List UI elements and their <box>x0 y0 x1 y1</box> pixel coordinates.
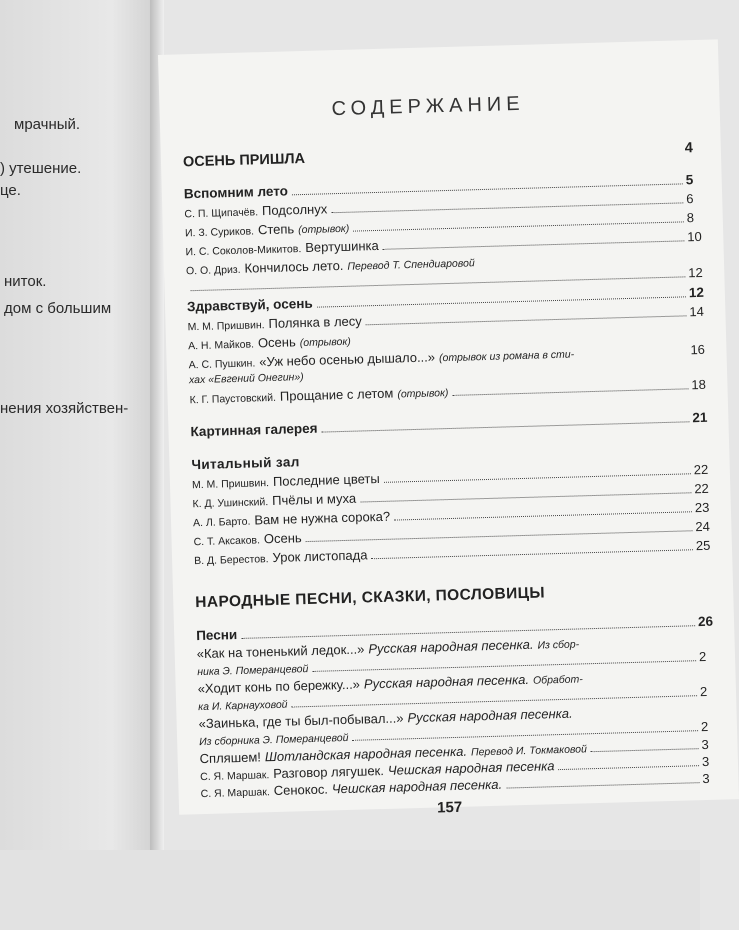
page-ref: 22 <box>694 480 709 497</box>
page-ref: 18 <box>691 376 707 393</box>
entry-title: Полянка в лесу <box>268 313 362 332</box>
entry-continuation: Из сборника Э. Померанцевой <box>199 731 349 749</box>
leader-dots <box>384 473 691 483</box>
entry-title: Картинная галерея <box>190 420 318 440</box>
section-title: ОСЕНЬ ПРИШЛА <box>182 150 306 171</box>
page-ref: 3 <box>701 736 709 753</box>
entry-note: Русская народная песенка. <box>363 671 530 692</box>
entry-author: С. П. Щипачёв. <box>184 206 259 221</box>
entry-title: Песни <box>196 627 238 644</box>
left-text-fragment: дом с большим <box>4 300 112 317</box>
left-text-fragment: ниток. <box>4 273 47 290</box>
leader-dots <box>559 765 700 770</box>
leader-dots <box>383 240 685 249</box>
page-ref: 10 <box>687 228 702 245</box>
page-ref: 2 <box>700 718 709 735</box>
entry-author: И. З. Суриков. <box>184 225 255 240</box>
entry-note: Чешская народная песенка <box>387 758 555 778</box>
entry-note: (отрывок) <box>299 335 351 350</box>
page-ref: 8 <box>686 210 695 226</box>
entry-title: Вам не нужна сорока? <box>254 508 391 528</box>
left-text-fragment: мрачный. <box>14 116 81 133</box>
entry-title: «Уж небо осенью дышало...» <box>259 349 436 370</box>
page-ref: 6 <box>686 191 694 207</box>
entry-title: «Как на тоненький ледок...» <box>196 641 365 662</box>
entry-note: Перевод Т. Спендиаровой <box>347 257 475 273</box>
entry-author: С. Я. Маршак. <box>200 786 270 801</box>
entry-author: В. Д. Берестов. <box>193 553 269 568</box>
entry-title: «Заинька, где ты был-побывал...» <box>198 710 404 732</box>
entry-title: Вспомним лето <box>183 183 289 202</box>
entry-title: Пчёлы и муха <box>271 490 357 508</box>
entry-title: Разговор лягушек. <box>273 762 385 782</box>
leader-dots <box>591 748 699 752</box>
contents-page <box>158 39 739 817</box>
entry-note: Чешская народная песенка. <box>331 776 503 797</box>
entry-note: (отрывок) <box>397 387 449 401</box>
entry-note: Из сбор- <box>537 638 580 652</box>
page-ref: 3 <box>701 753 710 770</box>
entry-title: Осень <box>263 530 302 547</box>
entry-title: Последние цветы <box>272 470 380 489</box>
entry-title: Сенокос. <box>273 781 329 799</box>
page-title: СОДЕРЖАНИЕ <box>331 92 525 121</box>
entry-title: Здравствуй, осень <box>186 295 313 315</box>
entry-author: М. М. Пришвин. <box>191 477 270 492</box>
entry-title: Прощание с летом <box>279 385 394 404</box>
leader-dots <box>394 511 692 520</box>
page-ref: 2 <box>698 648 707 665</box>
entry-note: Перевод И. Токмаковой <box>470 743 588 759</box>
entry-continuation: хах «Евгений Онегин») <box>188 371 304 387</box>
leader-dots <box>322 421 690 432</box>
entry-author: К. Г. Паустовский. <box>189 391 277 407</box>
entry-title: «Ходит конь по бережку...» <box>197 676 361 697</box>
section-heading: Читальный зал <box>191 454 300 473</box>
entry-title: Урок листопада <box>272 547 368 565</box>
entry-author: А. С. Пушкин. <box>188 357 256 372</box>
page-ref: 21 <box>692 409 708 426</box>
entry-continuation: ка И. Карнауховой <box>198 698 288 714</box>
section-heading: НАРОДНЫЕ ПЕСНИ, СКАЗКИ, ПОСЛОВИЦЫ <box>195 584 546 612</box>
entry-continuation: ника Э. Померанцевой <box>197 663 309 679</box>
left-text-fragment: нения хозяйствен- <box>0 400 129 417</box>
entry-note: (отрывок) <box>298 222 350 237</box>
toc-entry <box>190 410 710 440</box>
page-ref: 3 <box>702 770 710 787</box>
entry-note: Шотландская народная песенка. <box>264 743 468 765</box>
entry-author: И. С. Соколов-Микитов. <box>185 243 302 259</box>
page-ref: 23 <box>694 499 710 516</box>
page-ref: 14 <box>689 303 705 320</box>
entry-title: Вертушинка <box>305 237 379 255</box>
leader-dots <box>372 549 694 559</box>
page-ref: 12 <box>688 284 705 301</box>
entry-author: М. М. Пришвин. <box>187 319 265 334</box>
entry-author: А. Л. Барто. <box>192 515 251 530</box>
entry-author: А. Н. Майков. <box>187 338 255 353</box>
page-number: 157 <box>436 798 463 817</box>
page-ref: 24 <box>695 518 711 535</box>
page-ref: 16 <box>690 341 706 358</box>
entry-title: Осень <box>257 334 296 351</box>
entry-author: С. Т. Аксаков. <box>193 534 261 549</box>
left-page <box>0 0 161 880</box>
page-ref: 12 <box>688 264 703 281</box>
entry-title: Подсолнух <box>261 201 328 219</box>
entry-author: С. Я. Маршак. <box>200 769 270 784</box>
page-ref: 25 <box>695 537 711 554</box>
table-surface <box>0 850 700 930</box>
entry-note: Обработ- <box>532 673 583 687</box>
page-ref: 5 <box>685 172 694 188</box>
entry-note: Русская народная песенка. <box>368 636 534 657</box>
left-text-fragment: це. <box>0 182 21 199</box>
page-ref: 22 <box>693 461 709 478</box>
entry-note: Русская народная песенка. <box>407 705 573 726</box>
entry-note: (отрывок из романа в сти- <box>438 348 575 365</box>
entry-author: О. О. Дриз. <box>185 263 241 278</box>
page-ref: 26 <box>697 613 714 630</box>
page-ref: 4 <box>684 140 694 157</box>
leader-dots <box>452 388 688 396</box>
entry-title: Спляшем! <box>199 749 262 767</box>
entry-title: Кончилось лето. <box>244 257 344 276</box>
entry-author: К. Д. Ушинский. <box>192 496 269 511</box>
left-text-fragment: ) утешение. <box>0 160 82 177</box>
page-ref: 2 <box>699 683 708 700</box>
entry-title: Степь <box>257 221 295 238</box>
section-heading <box>183 140 703 171</box>
leader-dots <box>506 782 699 788</box>
